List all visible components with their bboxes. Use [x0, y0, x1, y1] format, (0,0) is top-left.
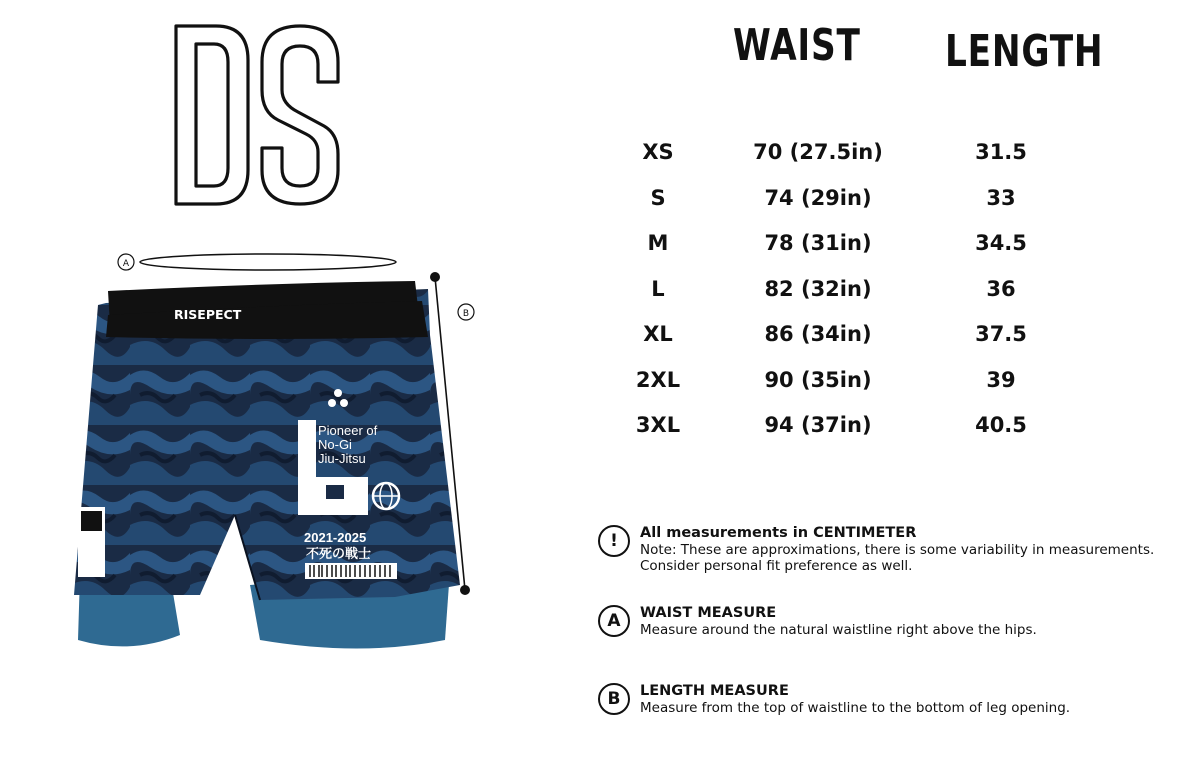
graphic-line-1: Pioneer of — [318, 423, 378, 438]
size-label: L — [651, 276, 665, 301]
waist-value: 90 (35in) — [764, 367, 872, 392]
length-value: 39 — [986, 367, 1016, 392]
graphic-kanji: 不死の戦士 — [306, 547, 372, 562]
length-value: 33 — [986, 185, 1016, 210]
waist-value: 78 (31in) — [764, 231, 872, 255]
info-icon: ! — [598, 525, 630, 557]
waist-badge: A — [598, 605, 630, 637]
measurement-note-title: All measurements in CENTIMETER — [640, 525, 917, 541]
waist-value: 74 (29in) — [764, 185, 872, 210]
length-value: 31.5 — [975, 140, 1027, 164]
size-row — [600, 231, 1060, 277]
length-badge: B — [598, 683, 630, 715]
size-row — [600, 186, 1060, 232]
length-value: 34.5 — [975, 231, 1027, 255]
brand-label: RISEPECT — [174, 307, 242, 322]
measurement-note-line-1: Note: These are approximations, there is some variability in measurements. — [640, 541, 1155, 558]
size-row — [600, 413, 1060, 459]
size-label: M — [647, 231, 669, 255]
size-label: 3XL — [635, 413, 681, 437]
graphic-line-3: Jiu-Jitsu — [318, 451, 366, 466]
length-value: 37.5 — [975, 322, 1027, 346]
size-label: 2XL — [635, 367, 681, 392]
waist-value: 70 (27.5in) — [753, 140, 883, 164]
marker-a-label: A — [122, 259, 130, 269]
waist-value: 94 (37in) — [764, 413, 872, 437]
graphic-years: 2021-2025 — [304, 530, 367, 545]
length-value: 36 — [986, 276, 1016, 301]
length-measure-text: Measure from the top of waistline to the bottom of leg opening. — [640, 699, 1071, 716]
size-table — [600, 140, 1060, 459]
waist-column-header: WAIST — [733, 20, 861, 71]
waist-measure-text: Measure around the natural waistline right above the hips. — [640, 621, 1037, 638]
waist-value: 86 (34in) — [764, 322, 872, 346]
shorts-illustration — [70, 245, 490, 665]
length-value: 40.5 — [975, 413, 1027, 437]
size-label: S — [650, 185, 666, 210]
length-column-header: LENGTH — [945, 26, 1104, 77]
length-measure-title: LENGTH MEASURE — [640, 683, 789, 699]
size-row — [600, 140, 1060, 186]
size-label: XL — [643, 322, 673, 346]
ds-logo — [172, 20, 342, 210]
size-row — [600, 368, 1060, 414]
waist-value: 82 (32in) — [764, 276, 872, 301]
marker-b-label: B — [462, 309, 470, 319]
waist-measure-title: WAIST MEASURE — [640, 605, 777, 621]
size-row — [600, 277, 1060, 323]
measurement-note-line-2: Consider personal fit preference as well. — [640, 558, 913, 574]
graphic-line-2: No-Gi — [318, 437, 352, 452]
size-label: XS — [642, 140, 674, 164]
waist-measure-marker — [118, 254, 396, 270]
size-row — [600, 322, 1060, 368]
logo-text: DS — [172, 20, 174, 21]
